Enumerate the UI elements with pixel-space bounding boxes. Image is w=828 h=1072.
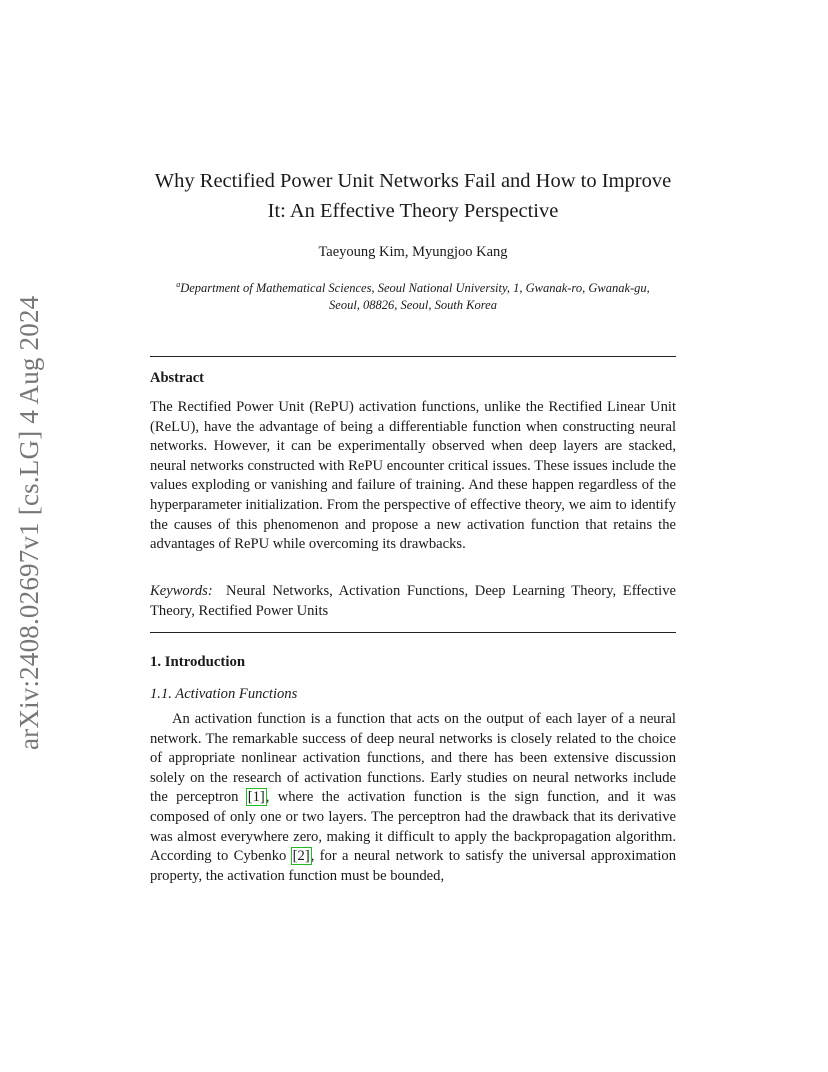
abstract-heading: Abstract: [150, 370, 204, 386]
citation-link-1[interactable]: [1]: [247, 789, 265, 806]
intro-text-part2: , where the activation function is the sign function, and it was composed of only one or two layers. The perceptron had the drawback that its derivative was almost everywhere zero, making it difficult to apply the backpropagation algorithm. According to Cybenko: [150, 789, 676, 865]
paper-title: Why Rectified Power Unit Networks Fail and How to Improve It: An Effective Theory Perspective: [154, 170, 672, 222]
author-affiliation: [165, 276, 661, 314]
keywords-label: Keywords:: [150, 583, 213, 599]
arxiv-identifier: arXiv:2408.02697v1 [cs.LG] 4 Aug 2024: [14, 295, 44, 750]
keywords-text: Neural Networks, Activation Functions, Deep Learning Theory, Effective Theory, Rectified Power Units: [150, 583, 677, 619]
paper-authors: Taeyoung Kim, Myungjoo Kang: [318, 244, 508, 260]
abstract-top-rule: [150, 356, 676, 357]
affiliation-marker: a: [176, 280, 181, 289]
intro-text-part1: An activation function is a function that acts on the output of each layer of a neural network. The remarkable success of deep neural networks is closely related to the choice of appropriate nonlinear activation functions, and there has been extensive discussion solely on the research of activation functions. Early studies on neural networks include the perceptron: [150, 711, 676, 806]
affiliation-text: Department of Mathematical Sciences, Seoul National University, 1, Gwanak-ro, Gwanak-gu, Seoul, 08826, Seoul, South Korea: [180, 281, 650, 313]
section-heading-introduction: 1. Introduction: [150, 654, 246, 670]
citation-link-2[interactable]: [2]: [292, 848, 310, 865]
abstract-bottom-rule: [150, 632, 676, 633]
subsection-heading-activation-functions: 1.1. Activation Functions: [150, 686, 298, 702]
keywords: [150, 582, 676, 621]
introduction-paragraph: [150, 710, 676, 886]
abstract-text: The Rectified Power Unit (RePU) activation functions, unlike the Rectified Linear Unit (ReLU), have the advantage of being a differentiable function when constructing neural networks. However, it can be experimentally observed when deep layers are stacked, neural networks constructed with RePU encounter critical issues. These issues include the values exploding or vanishing and failure of training. And these happen regardless of the hyperparameter initialization. From the perspective of effective theory, we aim to identify the causes of this phenomenon and propose a new activation function that retains the advantages of RePU while overcoming its drawbacks.: [150, 399, 676, 553]
intro-text-part3: , for a neural network to satisfy the universal approximation property, the activation function must be bounded,: [150, 848, 677, 884]
